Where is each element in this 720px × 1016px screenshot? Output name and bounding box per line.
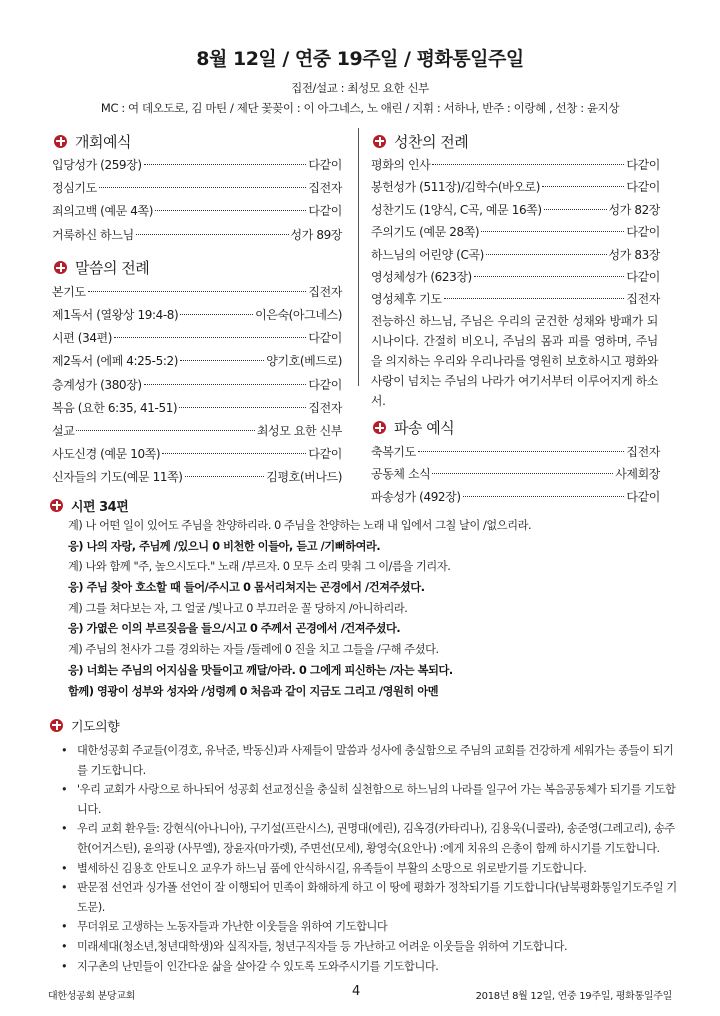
psalm-verse: 계) 그를 쳐다보는 자, 그 얼굴 /빛나고 0 부끄러운 꼴 당하지 /아니하리라. xyxy=(68,601,408,615)
list-item xyxy=(371,266,660,288)
list-item xyxy=(371,288,660,310)
list-item xyxy=(52,304,342,327)
item-value: 사제회장 xyxy=(615,467,660,482)
page-title: 8월 12일 / 연중 19주일 / 평화통일주일 xyxy=(196,48,524,70)
list-item xyxy=(371,199,660,221)
psalm-verse: 계) 나 어떤 일이 있어도 주님을 찬양하리라. 0 주님을 찬양하는 노래 내 입에서 그칠 날이 /없으리라. xyxy=(68,519,532,532)
psalm-heading xyxy=(48,494,668,516)
list-item xyxy=(52,397,342,420)
item-label: 제2독서 (에페 4:25-5:2) xyxy=(52,354,178,369)
item-label: 복음 (요한 6:35, 41-51) xyxy=(52,400,178,415)
psalm-verse: 계) 주님의 천사가 그를 경외하는 자들 /둘레에 0 진을 치고 그들을 /구해 주셨다. xyxy=(68,643,439,657)
left-column xyxy=(52,128,342,497)
dismissal-heading xyxy=(371,415,660,441)
leader-dots xyxy=(114,337,306,338)
list-item xyxy=(371,441,660,463)
leader-dots xyxy=(481,231,624,232)
list-item xyxy=(52,327,342,350)
list-item xyxy=(52,200,342,223)
leader-dots xyxy=(474,276,625,277)
liturgy-of-word-title: 말씀의 전례 xyxy=(75,259,150,278)
item-label: 하느님의 어린양 (C곡) xyxy=(371,247,484,262)
psalm-response: 응) 가엾은 이의 부르짖음을 들으/시고 0 주께서 곤경에서 /건져주셨다. xyxy=(68,622,401,636)
list-item: • 미래세대(청소년,청년대학생)와 실직자들, 청년구직자들 등 가난하고 어려운 이웃들을 위하여 기도합니다. xyxy=(61,937,678,957)
list-item xyxy=(371,244,660,266)
item-value: 다같이 xyxy=(626,180,660,195)
item-label: 층계성가 (380장) xyxy=(52,377,142,392)
leader-dots xyxy=(432,164,624,165)
opening-rite-list xyxy=(52,154,342,247)
liturgy-of-word-heading xyxy=(52,255,342,281)
item-label: 영성체성가 (623장) xyxy=(371,269,472,284)
list-item xyxy=(52,177,342,200)
item-value: 다같이 xyxy=(626,158,660,172)
list-item: • 무더위로 고생하는 노동자들과 가난한 이웃들을 위하여 기도합니다 xyxy=(61,917,678,937)
list-item: • 판문점 선언과 싱가폴 선언이 잘 이행되어 민족이 화해하게 하고 이 땅에 평화가 정착되기를 기도합니다(남북평화통일기도주일 기도문). xyxy=(61,878,678,917)
dismissal-title: 파송 예식 xyxy=(394,419,455,438)
list-item xyxy=(52,224,342,247)
prayer-intentions-title: 기도의향 xyxy=(71,719,120,735)
list-item xyxy=(52,154,342,177)
item-label: 사도신경 (예문 10쪽) xyxy=(52,447,161,462)
item-label: 입당성가 (259장) xyxy=(52,158,142,172)
item-label: 축복기도 xyxy=(371,444,416,459)
list-item xyxy=(52,281,342,304)
psalm-section xyxy=(48,494,668,702)
leader-dots xyxy=(88,291,307,292)
ministers-line: MC : 여 데오도로, 김 마틴 / 제단 꽃꽂이 : 이 아그네스, 노 애린 / 지휘 : 서하나, 반주 : 이랑혜 , 선창 : 윤지상 xyxy=(100,101,620,115)
item-label: 제1독서 (열왕상 19:4-8) xyxy=(52,307,179,322)
psalm-verse: 계) 나와 함께 "주, 높으시도다." 노래 /부르자. 0 모두 소리 맞춰 그 이/름을 기리자. xyxy=(68,560,451,574)
cross-icon xyxy=(50,719,63,732)
item-value: 다같이 xyxy=(308,204,342,219)
leader-dots xyxy=(155,210,306,211)
right-column xyxy=(371,128,660,516)
item-label: 평화의 인사 xyxy=(371,158,431,172)
prayer-intentions-heading xyxy=(48,713,678,737)
post-communion-prayer: 전능하신 하느님, 주님은 우리의 굳건한 성채와 방패가 되시나이다. 간절히 비오니, 주님의 몸과 피를 영하며, 주님을 의지하는 우리와 우리나라를 영원히 보호하시고 평화와 사랑이 넘치는 주님의 나라가 여기서부터 이루어지게 하소서. xyxy=(371,313,659,408)
list-item xyxy=(52,350,342,373)
leader-dots xyxy=(144,384,307,385)
list-item xyxy=(371,221,660,243)
item-value: 최성모 요한 신부 xyxy=(256,423,342,438)
list-item: • 지구촌의 난민들이 인간다운 삶을 살아갈 수 있도록 도와주시기를 기도합니다. xyxy=(61,957,678,977)
leader-dots xyxy=(136,234,289,235)
item-value: 김평호(버나드) xyxy=(266,470,342,485)
celebrant-line: 집전/설교 : 최성모 요한 신부 xyxy=(291,81,429,95)
item-value: 집전자 xyxy=(308,400,342,415)
leader-dots xyxy=(99,187,307,188)
cross-icon xyxy=(373,421,386,434)
list-item: • 우리 교회 환우들: 강현식(아나니아), 구기설(프란시스), 권명대(에린), 김옥경(카타리나), 김용욱(니콜라), 송준영(그레고리), 송주한(어거스틴), 윤의광 (사무엘), 장윤자(마가렛), 주면선(모세), 황영숙(요안나) :에게 치유의 은총이 함께 하시기를 기도합니다. xyxy=(61,819,678,858)
list-item xyxy=(371,176,660,198)
eucharist-title: 성찬의 전례 xyxy=(394,132,469,151)
psalm-title: 시편 34편 xyxy=(71,499,129,515)
opening-rite-title: 개회예식 xyxy=(75,132,131,151)
list-item: • 대한성공회 주교들(이경호, 유낙준, 박동신)과 사제들이 말씀과 성사에 충실함으로 주님의 교회를 건강하게 세워가는 종들이 되기를 기도합니다. xyxy=(61,741,678,780)
psalm-response: 응) 너희는 주님의 어지심을 맛들이고 깨달/아라. 0 그에게 피신하는 /자는 복되다. xyxy=(68,663,453,677)
liturgy-of-word-list xyxy=(52,281,342,490)
prayer-intentions-section xyxy=(48,713,678,976)
item-label: 주의기도 (예문 28쪽) xyxy=(371,225,480,240)
leader-dots xyxy=(444,298,625,299)
leader-dots xyxy=(144,164,307,165)
item-value: 집전자 xyxy=(626,444,660,459)
psalm-doxology: 함께) 영광이 성부와 성자와 /성령께 0 처음과 같이 지금도 그리고 /영원히 아멘 xyxy=(68,684,439,698)
item-value: 다같이 xyxy=(626,225,660,240)
list-item xyxy=(52,466,342,489)
list-item xyxy=(52,443,342,466)
leader-dots xyxy=(179,407,306,408)
item-value: 다같이 xyxy=(308,447,342,462)
cross-icon xyxy=(50,499,63,512)
item-label: 성찬기도 (1양식, C곡, 예문 16쪽) xyxy=(371,202,542,217)
item-label: 거룩하신 하느님 xyxy=(52,227,134,242)
item-value: 다같이 xyxy=(626,489,660,504)
list-item: • 별세하신 김용호 안토니오 교우가 하느님 품에 안식하시길, 유족들이 부활의 소망으로 위로받기를 기도합니다. xyxy=(61,859,678,879)
psalm-response: 응) 나의 자랑, 주님께 /있으니 0 비천한 이들아, 듣고 /기뻐하여라. xyxy=(68,539,381,553)
item-value: 다같이 xyxy=(626,269,660,284)
item-value: 집전자 xyxy=(626,292,660,307)
column-divider xyxy=(358,128,359,386)
item-label: 죄의고백 (예문 4쪽) xyxy=(52,204,153,219)
leader-dots xyxy=(544,209,607,210)
item-value: 성가 82장 xyxy=(608,202,660,217)
prayer-intentions-list xyxy=(48,741,678,976)
item-label: 봉헌성가 (511장)/김학수(바오로) xyxy=(371,180,541,195)
item-value: 집전자 xyxy=(308,284,342,299)
footer-church-name: 대한성공회 분당교회 xyxy=(48,991,136,1002)
item-label: 정심기도 xyxy=(52,181,97,196)
list-item xyxy=(52,374,342,397)
eucharist-list xyxy=(371,154,660,311)
item-label: 공동체 소식 xyxy=(371,467,431,482)
item-value: 성가 89장 xyxy=(290,227,342,242)
item-value: 집전자 xyxy=(308,181,342,196)
opening-rite-heading xyxy=(52,128,342,154)
leader-dots xyxy=(185,476,265,477)
leader-dots xyxy=(76,430,254,431)
item-value: 양기호(베드로) xyxy=(266,354,342,369)
item-label: 본기도 xyxy=(52,284,86,299)
item-value: 다같이 xyxy=(308,377,342,392)
item-label: 신자들의 기도(예문 11쪽) xyxy=(52,470,183,485)
eucharist-heading xyxy=(371,128,660,154)
leader-dots xyxy=(432,473,613,474)
item-label: 설교 xyxy=(52,423,75,438)
leader-dots xyxy=(418,451,625,452)
item-value: 다같이 xyxy=(308,158,342,172)
leader-dots xyxy=(180,314,253,315)
item-value: 다같이 xyxy=(308,331,342,346)
leader-dots xyxy=(542,186,624,187)
cross-icon xyxy=(54,135,67,148)
leader-dots xyxy=(162,453,306,454)
list-item xyxy=(371,463,660,485)
item-value: 성가 83장 xyxy=(608,247,660,262)
psalm-response: 응) 주님 찾아 호소할 때 들어/주시고 0 몸서리쳐지는 곤경에서 /건져주셨다. xyxy=(68,581,425,595)
list-item xyxy=(371,154,660,176)
item-label: 영성체후 기도 xyxy=(371,292,442,307)
page-number: 4 xyxy=(352,984,360,999)
leader-dots xyxy=(486,254,607,255)
item-label: 파송성가 (492장) xyxy=(371,489,461,504)
footer-date: 2018년 8월 12일, 연중 19주일, 평화통일주일 xyxy=(475,991,672,1002)
item-value: 이은숙(아그네스) xyxy=(255,307,342,322)
list-item: • '우리 교회가 사랑으로 하나되어 성공회 선교정신을 충실히 실천함으로 하느님의 나라를 일구어 가는 복음공동체가 되기를 기도합니다. xyxy=(61,780,678,819)
leader-dots xyxy=(180,360,264,361)
item-label: 시편 (34편) xyxy=(52,331,113,346)
cross-icon xyxy=(373,135,386,148)
cross-icon xyxy=(54,261,67,274)
list-item xyxy=(52,420,342,443)
